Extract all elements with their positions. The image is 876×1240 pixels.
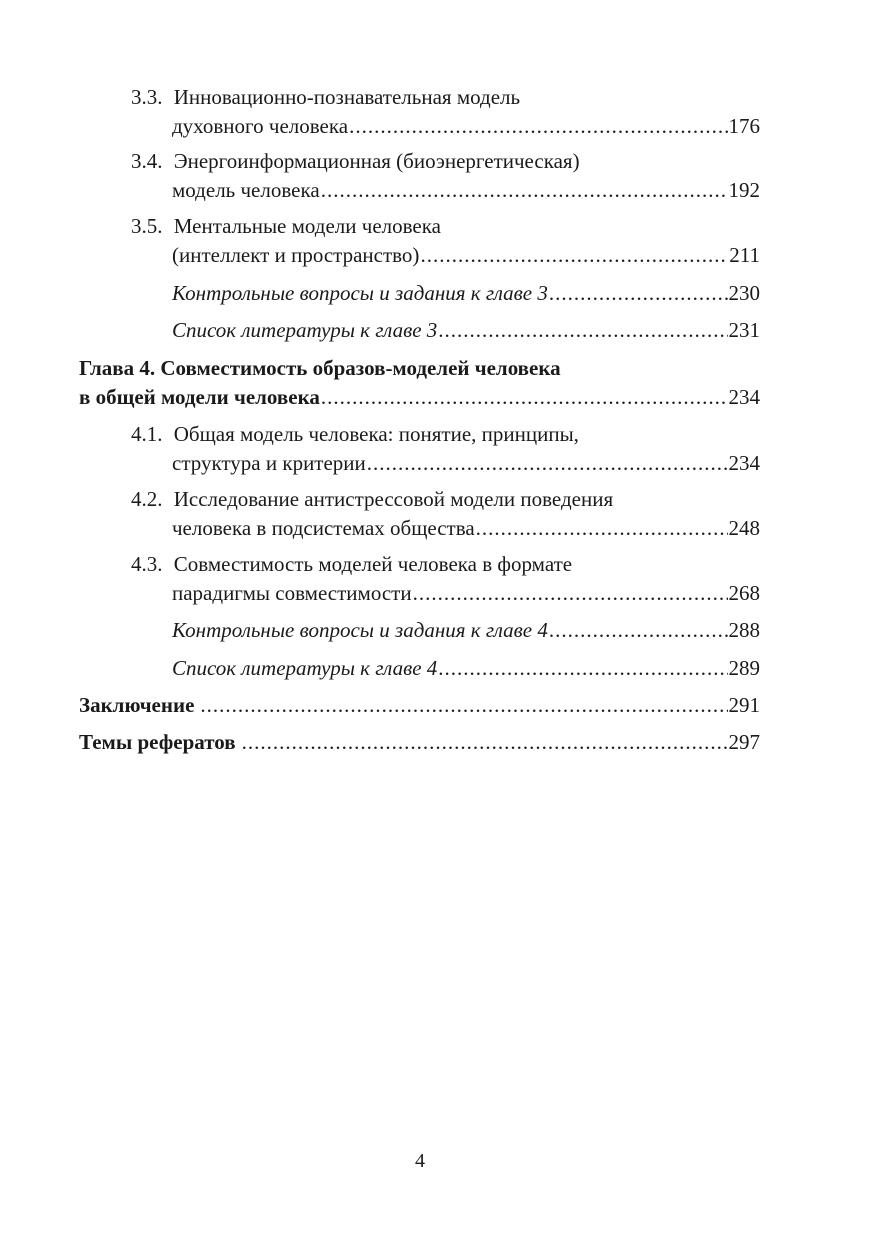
section-title-line1: Общая модель человека: понятие, принципы, xyxy=(173,422,579,446)
toc-chapter-4-first-line xyxy=(79,354,561,382)
toc-entry-literature-ch4[interactable] xyxy=(172,654,760,682)
section-number: 3.5. xyxy=(131,214,163,238)
section-number: 4.1. xyxy=(131,422,163,446)
section-title-line2: (интеллект и пространство) xyxy=(172,243,420,267)
section-title-line1: Совместимость моделей человека в формате xyxy=(173,552,573,576)
dot-leader xyxy=(321,383,728,411)
page-ref: 297 xyxy=(728,730,760,754)
dot-leader xyxy=(367,449,728,477)
page-ref: 230 xyxy=(728,281,760,305)
toc-entry-4-3-last-line[interactable] xyxy=(172,579,760,607)
toc-entry-4-1-last-line[interactable] xyxy=(172,449,760,477)
toc-entry-conclusion[interactable] xyxy=(79,691,760,719)
section-number: 4.3. xyxy=(131,552,163,576)
toc-entry-4-1-first-line xyxy=(131,420,579,448)
toc-entry-3-3-last-line[interactable] xyxy=(172,112,760,140)
toc-entry-questions-ch3[interactable] xyxy=(172,279,760,307)
toc-entry-4-3-first-line xyxy=(131,550,572,578)
dot-leader xyxy=(476,514,728,542)
page-ref: 268 xyxy=(728,581,760,605)
section-title-line2: модель человека xyxy=(172,178,320,202)
toc-entry-4-2-first-line xyxy=(131,485,613,513)
dot-leader xyxy=(413,579,728,607)
page-ref: 192 xyxy=(728,178,760,202)
toc-chapter-4-last-line[interactable] xyxy=(79,383,760,411)
section-title-line1: Исследование антистрессовой модели поведения xyxy=(173,487,614,511)
toc-entry-3-4-last-line[interactable] xyxy=(172,176,760,204)
section-title-line1: Инновационно-познавательная модель xyxy=(173,85,521,109)
section-number: 4.2. xyxy=(131,487,163,511)
section-number: 3.4. xyxy=(131,149,163,173)
page-ref: 289 xyxy=(728,656,760,680)
dot-leader xyxy=(420,241,728,269)
entry-title: Список литературы к главе 4 xyxy=(172,656,438,680)
entry-title: Заключение xyxy=(79,693,195,717)
page-number: 4 xyxy=(415,1150,425,1172)
toc-entry-literature-ch3[interactable] xyxy=(172,316,760,344)
dot-leader xyxy=(549,279,728,307)
page-ref: 248 xyxy=(728,516,760,540)
toc-entry-questions-ch4[interactable] xyxy=(172,616,760,644)
dot-leader xyxy=(438,316,727,344)
toc-entry-essay-topics[interactable] xyxy=(79,728,760,756)
toc-entry-3-4-first-line xyxy=(131,147,580,175)
chapter-title-line2: в общей модели человека xyxy=(79,385,320,409)
toc-entry-4-2-last-line[interactable] xyxy=(172,514,760,542)
toc-entry-3-5-first-line xyxy=(131,212,441,240)
dot-leader xyxy=(200,691,727,719)
section-number: 3.3. xyxy=(131,85,163,109)
section-title-line2: человека в подсистемах общества xyxy=(172,516,475,540)
entry-title: Контрольные вопросы и задания к главе 3 xyxy=(172,281,548,305)
section-title-line1: Энергоинформационная (биоэнергетическая) xyxy=(173,149,580,173)
entry-title: Список литературы к главе 3 xyxy=(172,318,438,342)
page-ref: 211 xyxy=(729,243,760,267)
entry-title: Контрольные вопросы и задания к главе 4 xyxy=(172,618,548,642)
page-ref: 288 xyxy=(728,618,760,642)
page-ref: 291 xyxy=(728,693,760,717)
section-title-line2: духовного человека xyxy=(172,114,349,138)
chapter-title-line1: Глава 4. Совместимость образов-моделей человека xyxy=(79,356,561,380)
page-ref: 234 xyxy=(728,451,760,475)
dot-leader xyxy=(349,112,727,140)
entry-title: Темы рефератов xyxy=(79,730,236,754)
toc-entry-3-5-last-line[interactable] xyxy=(172,241,760,269)
dot-leader xyxy=(438,654,727,682)
page-ref: 234 xyxy=(728,385,760,409)
section-title-line1: Ментальные модели человека xyxy=(173,214,441,238)
page-ref: 176 xyxy=(728,114,760,138)
section-title-line2: структура и критерии xyxy=(172,451,366,475)
toc-entry-3-3-first-line xyxy=(131,83,520,111)
dot-leader xyxy=(321,176,728,204)
dot-leader xyxy=(549,616,728,644)
page-ref: 231 xyxy=(728,318,760,342)
section-title-line2: парадигмы совместимости xyxy=(172,581,412,605)
dot-leader xyxy=(242,728,728,756)
